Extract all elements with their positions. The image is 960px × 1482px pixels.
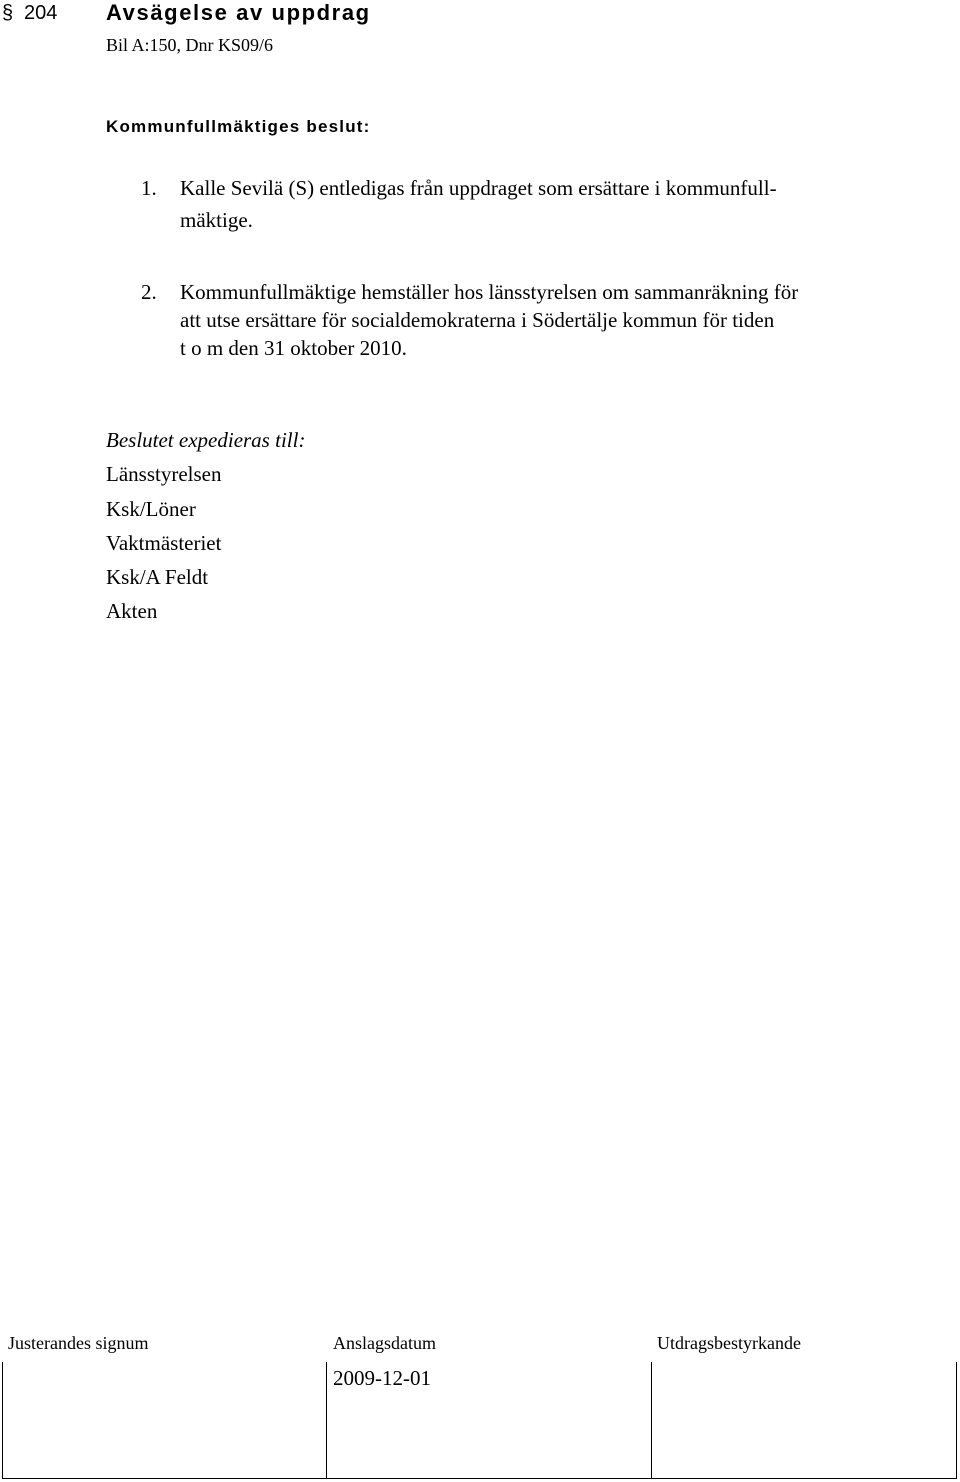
- certification-box: [651, 1362, 957, 1479]
- decision-item-line: mäktige.: [180, 208, 253, 232]
- signature-box: [2, 1362, 326, 1479]
- distribution-recipient: Ksk/Löner: [106, 497, 196, 521]
- footer-label-signature: Justerandes signum: [8, 1333, 149, 1353]
- decision-item-number: 2.: [141, 280, 157, 304]
- footer-label-certification: Utdragsbestyrkande: [657, 1333, 801, 1353]
- decision-item-line: Kommunfullmäktige hemställer hos länsstyrelsen om sammanräkning för: [180, 280, 799, 304]
- section-sign: §: [2, 2, 14, 24]
- document-reference: Bil A:150, Dnr KS09/6: [106, 35, 274, 55]
- footer-label-posting-date: Anslagsdatum: [333, 1333, 436, 1353]
- distribution-recipient: Akten: [106, 599, 158, 623]
- page-title: Avsägelse av uppdrag: [106, 0, 371, 25]
- distribution-title: Beslutet expedieras till:: [106, 428, 306, 452]
- distribution-recipient: Länsstyrelsen: [106, 462, 222, 486]
- distribution-recipient: Vaktmästeriet: [106, 531, 222, 555]
- decision-item-line: att utse ersättare för socialdemokraterna i Södertälje kommun för tiden: [180, 308, 775, 332]
- decision-item-line: Kalle Sevilä (S) entledigas från uppdraget som ersättare i kommunfull-: [180, 176, 777, 200]
- decision-item-number: 1.: [141, 176, 157, 200]
- distribution-recipient: Ksk/A Feldt: [106, 565, 209, 589]
- decision-item-line: t o m den 31 oktober 2010.: [180, 336, 407, 360]
- section-number: 204: [24, 2, 58, 24]
- posting-date-value: 2009-12-01: [333, 1366, 431, 1390]
- decision-heading: Kommunfullmäktiges beslut:: [106, 117, 371, 136]
